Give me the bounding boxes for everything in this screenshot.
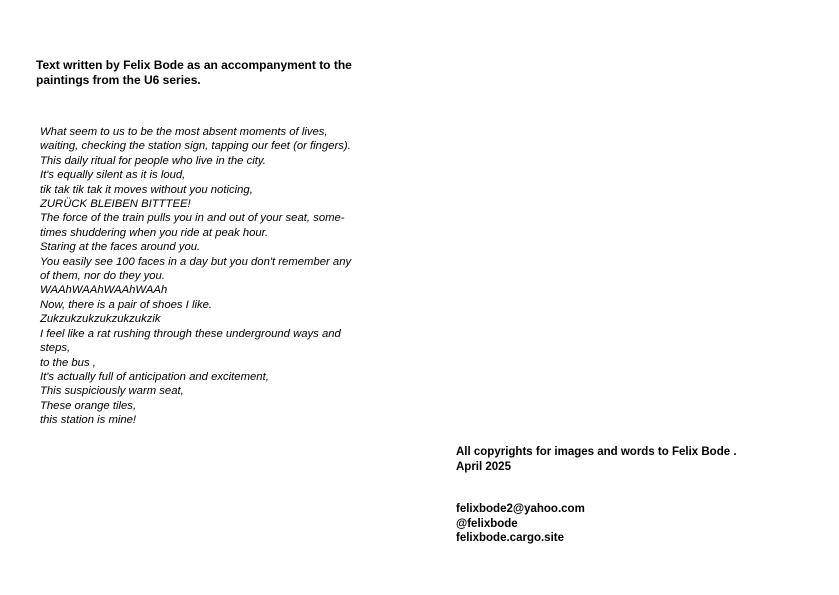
contact-info	[456, 502, 756, 546]
poem-line: You easily see 100 faces in a day but you don't remember any	[40, 255, 352, 268]
poem-line: to the bus ,	[40, 356, 96, 369]
poem-line: These orange tiles,	[40, 399, 137, 412]
poem-line: This daily ritual for people who live in the city.	[40, 154, 266, 167]
poem-text	[40, 125, 385, 428]
copyright-date: April 2025	[456, 460, 511, 473]
poem-line: of them, nor do they you.	[40, 270, 165, 283]
poem-line: WAAhWAAhWAAhWAAh	[40, 284, 168, 297]
poem-line: I feel like a rat rushing through these underground ways and	[40, 327, 341, 340]
intro-line: Text written by Felix Bode as an accompanyment to the	[36, 58, 352, 72]
poem-line: What seem to us to be the most absent moments of lives,	[40, 126, 328, 138]
poem-line: Now, there is a pair of shoes I like.	[40, 298, 213, 311]
copyright-text: All copyrights for images and words to Felix Bode .	[456, 446, 737, 458]
copyright-notice	[456, 445, 786, 474]
poem-line: Staring at the faces around you.	[40, 241, 201, 254]
poem-line: It's actually full of anticipation and excitement,	[40, 370, 269, 383]
poem-line: times shuddering when you ride at peak hour.	[40, 226, 269, 239]
poem-line: this station is mine!	[40, 414, 137, 427]
poem-line: Zukzukzukzukzukzukzik	[40, 313, 161, 326]
poem-line: tik tak tik tak it moves without you noticing,	[40, 183, 253, 196]
poem-line: The force of the train pulls you in and out of your seat, some-	[40, 212, 345, 225]
contact-email[interactable]: felixbode2@yahoo.com	[456, 503, 585, 515]
poem-line: ZURÜCK BLEIBEN BITTTEE!	[40, 198, 191, 211]
contact-website[interactable]: felixbode.cargo.site	[456, 532, 565, 544]
poem-line: steps,	[40, 342, 71, 355]
contact-handle[interactable]: @felixbode	[456, 517, 518, 530]
poem-line: It's equally silent as it is loud,	[40, 169, 186, 182]
intro-heading	[36, 58, 376, 87]
poem-line: This suspiciously warm seat,	[40, 385, 184, 398]
poem-line: waiting, checking the station sign, tapping our feet (or fingers).	[40, 140, 351, 153]
intro-line: paintings from the U6 series.	[36, 72, 201, 87]
